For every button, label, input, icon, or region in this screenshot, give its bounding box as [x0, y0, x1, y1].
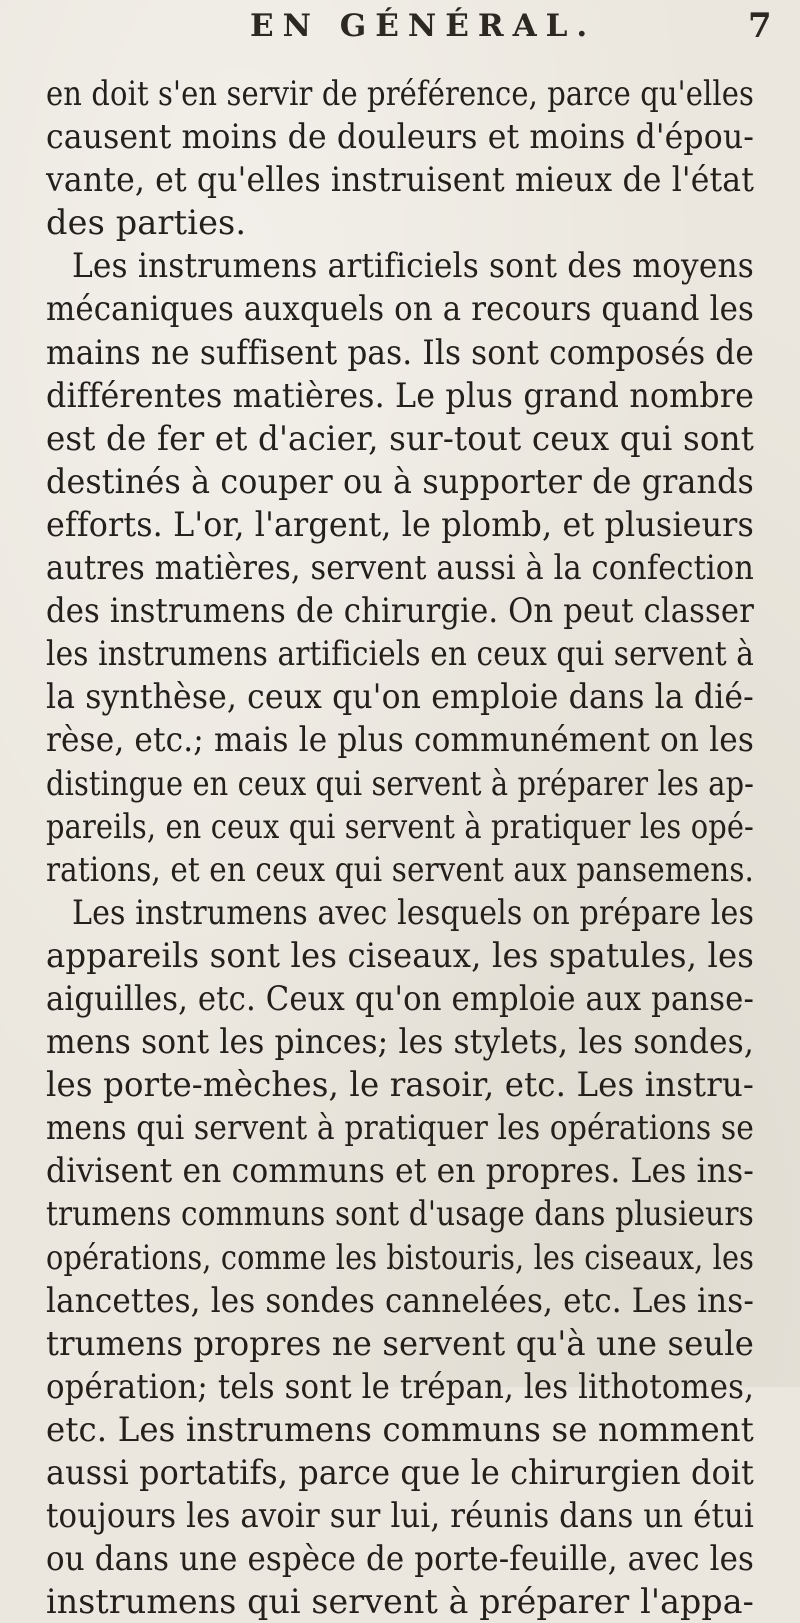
text-line: instrumens qui servent à préparer l'appa-: [46, 1582, 755, 1622]
text-line: la synthèse, ceux qu'on emploie dans la dié-: [46, 677, 754, 717]
text-line: etc. Les instrumens communs se nomment: [46, 1409, 754, 1449]
text-line: opérations, comme les bistouris, les ciseaux, les: [46, 1237, 755, 1277]
text-line: causent moins de douleurs et moins d'épou-: [46, 117, 755, 157]
text-line: efforts. L'or, l'argent, le plomb, et plusieurs: [46, 504, 754, 544]
text-line: toujours les avoir sur lui, réunis dans un étui: [46, 1496, 754, 1536]
text-line: vante, et qu'elles instruisent mieux de l'état: [46, 160, 755, 200]
text-line: opération; tels sont le trépan, les lithotomes,: [46, 1366, 755, 1406]
text-line: des parties.: [46, 203, 247, 243]
text-line: mens qui servent à pratiquer les opérations se: [46, 1108, 754, 1148]
text-line: rèse, etc.; mais le plus communément on les: [46, 720, 755, 760]
paragraph-start-line: Les instrumens artificiels sont des moyens: [72, 246, 754, 286]
text-line: distingue en ceux qui servent à préparer les ap-: [46, 763, 755, 803]
text-line: lancettes, les sondes cannelées, etc. Les ins-: [46, 1280, 754, 1320]
text-line: rations, et en ceux qui servent aux pansemens.: [46, 849, 755, 889]
text-line: aussi portatifs, parce que le chirurgien doit: [46, 1453, 754, 1492]
text-line: mécaniques auxquels on a recours quand les: [46, 289, 754, 329]
text-line: ou dans une espèce de porte-feuille, avec les: [46, 1539, 754, 1579]
text-line: différentes matières. Le plus grand nombre: [46, 375, 755, 415]
running-head: EN GÉNÉRAL.: [250, 8, 597, 44]
body-text: [46, 72, 754, 1623]
text-line: divisent en communs et en propres. Les ins-: [46, 1151, 754, 1191]
text-line: destinés à couper ou à supporter de grands: [46, 461, 754, 501]
text-line: mains ne suffisent pas. Ils sont composés de: [46, 332, 754, 372]
text-line: mens sont les pinces; les stylets, les sondes,: [46, 1022, 754, 1062]
text-line: aiguilles, etc. Ceux qu'on emploie aux panse-: [46, 978, 754, 1018]
text-line: trumens communs sont d'usage dans plusieurs: [46, 1194, 754, 1234]
paragraph-start-line: Les instrumens avec lesquels on prépare les: [72, 892, 755, 932]
text-line: en doit s'en servir de préférence, parce qu'elles: [46, 74, 754, 113]
text-line: est de fer et d'acier, sur-tout ceux qui sont: [46, 418, 754, 458]
text-line: appareils sont les ciseaux, les spatules, les: [46, 935, 754, 975]
text-line: pareils, en ceux qui servent à pratiquer les opé-: [46, 806, 754, 846]
page-number: 7: [748, 6, 772, 46]
text-line: trumens propres ne servent qu'à une seule: [46, 1323, 754, 1363]
text-line: les instrumens artificiels en ceux qui servent à: [46, 634, 755, 674]
text-line: des instrumens de chirurgie. On peut classer: [46, 591, 754, 631]
text-line: les porte-mèches, le rasoir, etc. Les instru-: [46, 1065, 754, 1105]
text-line: autres matières, servent aussi à la confection: [46, 548, 754, 588]
